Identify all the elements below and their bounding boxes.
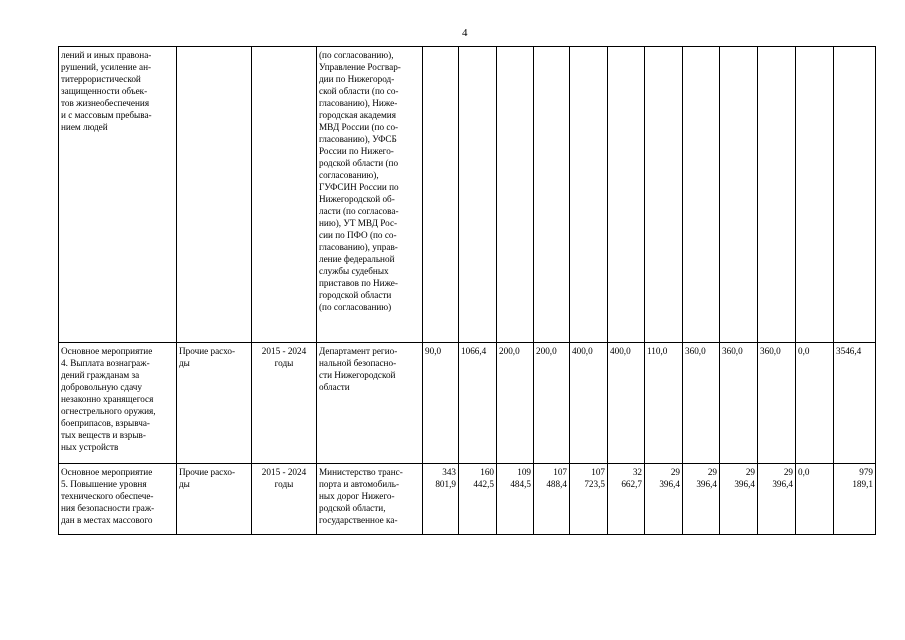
period-cell: 2015 - 2024 годы	[252, 464, 317, 535]
value-cell: 29 396,4	[720, 464, 758, 535]
table-row	[59, 464, 876, 535]
value-cell	[459, 47, 497, 343]
value-cell: 32 662,7	[608, 464, 645, 535]
value-cell	[758, 47, 796, 343]
value-cell: 360,0	[720, 343, 758, 464]
value-cell: 200,0	[534, 343, 570, 464]
executor-cell: Департамент регио- нальной безопасно- сти Нижегородской области	[317, 343, 423, 464]
value-cell: 109 484,5	[497, 464, 534, 535]
value-cell	[608, 47, 645, 343]
executor-cell: Министерство транс- порта и автомобиль- ных дорог Нижего- родской области, государственное ка-	[317, 464, 423, 535]
value-cell: 107 488,4	[534, 464, 570, 535]
total-cell: 3546,4	[834, 343, 876, 464]
executor-cell: (по согласованию), Управление Росгвар- дии по Нижегород- ской области (по со- гласованию), Нижe- городская академия МВД России (по со- гласованию), УФСБ России по Нижего- родской области (по согласованию), ГУФСИН России по Нижегородской об- ласти (по согласова- нию), УТ МВД Рос- сии по ПФО (по со- гласованию), управ- ление федеральной службы судебных приставов по Ниже- городской области (по согласованию)	[317, 47, 423, 343]
table-row	[59, 47, 876, 343]
value-cell	[720, 47, 758, 343]
period-cell	[252, 47, 317, 343]
value-cell	[570, 47, 608, 343]
value-cell: 360,0	[758, 343, 796, 464]
period-cell: 2015 - 2024 годы	[252, 343, 317, 464]
value-cell: 400,0	[570, 343, 608, 464]
total-cell: 979 189,1	[834, 464, 876, 535]
value-cell	[423, 47, 459, 343]
expense-type-cell: Прочие расхо- ды	[177, 343, 252, 464]
value-cell: 160 442,5	[459, 464, 497, 535]
value-cell	[683, 47, 720, 343]
value-cell: 0,0	[796, 464, 834, 535]
value-cell: 90,0	[423, 343, 459, 464]
value-cell: 29 396,4	[645, 464, 683, 535]
table-row	[59, 343, 876, 464]
value-cell: 29 396,4	[683, 464, 720, 535]
expense-type-cell	[177, 47, 252, 343]
expense-type-cell: Прочие расхо- ды	[177, 464, 252, 535]
program-table	[58, 46, 876, 535]
value-cell: 0,0	[796, 343, 834, 464]
value-cell	[796, 47, 834, 343]
activity-cell: лений и иных правона- рушений, усиление ан- титеррористической защищенности объек- тов жизнеобеспечения и с массовым пребыва- нием людей	[59, 47, 177, 343]
value-cell: 200,0	[497, 343, 534, 464]
activity-cell: Основное мероприятие 5. Повышение уровня технического обеспече- ния безопасности граж- дан в местах массового	[59, 464, 177, 535]
activity-cell: Основное мероприятие 4. Выплата вознаграж- дений гражданам за добровольную сдачу незаконно хранящегося огнестрельного оружия, боеприпасов, взрывча- тых веществ и взрыв- ных устройств	[59, 343, 177, 464]
page-number: 4	[462, 27, 468, 39]
value-cell: 400,0	[608, 343, 645, 464]
value-cell	[497, 47, 534, 343]
value-cell: 107 723,5	[570, 464, 608, 535]
value-cell: 29 396,4	[758, 464, 796, 535]
value-cell: 110,0	[645, 343, 683, 464]
total-cell	[834, 47, 876, 343]
value-cell: 1066,4	[459, 343, 497, 464]
value-cell	[645, 47, 683, 343]
value-cell	[534, 47, 570, 343]
value-cell: 360,0	[683, 343, 720, 464]
value-cell: 343 801,9	[423, 464, 459, 535]
